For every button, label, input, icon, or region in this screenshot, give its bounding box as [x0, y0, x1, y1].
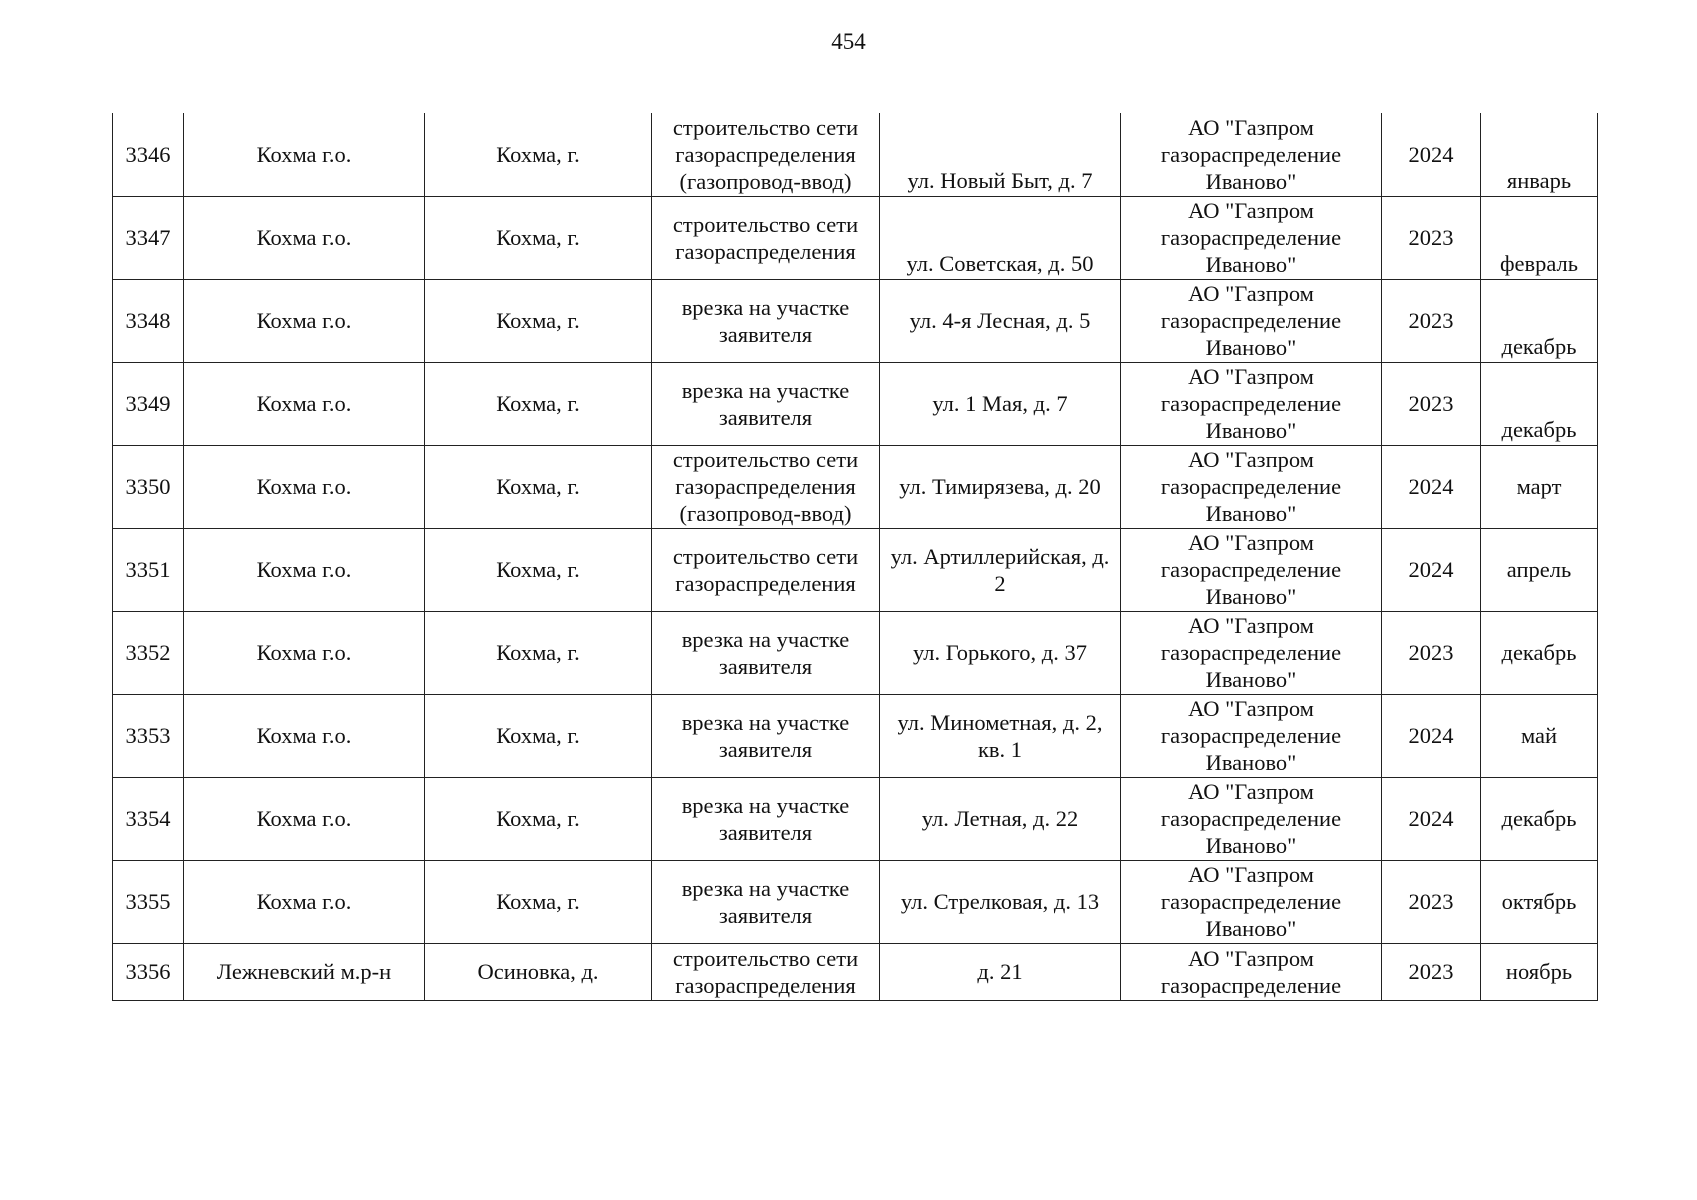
locality-cell-text: Кохма, г. [496, 391, 580, 416]
table-row [113, 694, 1598, 777]
row-number-cell [113, 362, 184, 445]
locality-cell [425, 196, 652, 279]
month-cell-text: ноябрь [1505, 959, 1573, 984]
locality-cell-text: Осиновка, д. [477, 959, 599, 984]
work-type-cell [652, 528, 880, 611]
work-type-cell [652, 279, 880, 362]
address-cell-text: ул. Горького, д. 37 [913, 640, 1087, 665]
address-cell [880, 362, 1121, 445]
district-cell [184, 777, 425, 860]
locality-cell [425, 279, 652, 362]
year-cell [1382, 611, 1481, 694]
locality-cell-text: Кохма, г. [496, 723, 580, 748]
year-cell-text: 2023 [1408, 225, 1454, 250]
table-row [113, 279, 1598, 362]
address-cell [880, 445, 1121, 528]
page-number: 454 [831, 29, 866, 54]
gas-connection-table [112, 113, 1598, 1001]
organization-cell [1121, 113, 1382, 196]
address-cell-text: ул. Советская, д. 50 [906, 250, 1094, 276]
district-cell [184, 860, 425, 943]
organization-cell-text: АО "Газпром газораспределение Иваново" [1160, 198, 1342, 277]
address-cell-text: ул. Минометная, д. 2, кв. 1 [897, 709, 1103, 762]
district-cell-text: Кохма г.о. [256, 557, 352, 582]
district-cell-text: Кохма г.о. [256, 308, 352, 333]
address-cell [880, 528, 1121, 611]
year-cell [1382, 279, 1481, 362]
year-cell-text: 2024 [1408, 557, 1454, 582]
organization-cell [1121, 196, 1382, 279]
organization-cell [1121, 694, 1382, 777]
organization-cell [1121, 777, 1382, 860]
district-cell [184, 611, 425, 694]
year-cell [1382, 196, 1481, 279]
locality-cell-text: Кохма, г. [496, 225, 580, 250]
district-cell-text: Лежневский м.р-н [216, 959, 392, 984]
year-cell [1382, 860, 1481, 943]
month-cell [1481, 279, 1598, 362]
work-type-cell-text: врезка на участке заявителя [681, 792, 850, 845]
work-type-cell-text: строительство сети газораспределения (газопровод-ввод) [672, 447, 859, 526]
work-type-cell-text: врезка на участке заявителя [681, 294, 850, 347]
organization-cell-text: АО "Газпром газораспределение Иваново" [1160, 447, 1342, 526]
organization-cell-text: АО "Газпром газораспределение Иваново" [1160, 779, 1342, 858]
organization-cell-text: АО "Газпром газораспределение Иваново" [1160, 364, 1342, 443]
row-number-cell [113, 694, 184, 777]
row-number-cell-text: 3354 [125, 806, 171, 831]
organization-cell [1121, 860, 1382, 943]
district-cell-text: Кохма г.о. [256, 225, 352, 250]
table-row [113, 113, 1598, 196]
address-cell-text: ул. Тимирязева, д. 20 [899, 474, 1101, 499]
locality-cell-text: Кохма, г. [496, 806, 580, 831]
year-cell [1382, 362, 1481, 445]
row-number-cell [113, 528, 184, 611]
work-type-cell [652, 860, 880, 943]
year-cell-text: 2023 [1408, 959, 1454, 984]
address-cell [880, 943, 1121, 1000]
row-number-cell [113, 860, 184, 943]
district-cell-text: Кохма г.о. [256, 889, 352, 914]
locality-cell-text: Кохма, г. [496, 308, 580, 333]
district-cell-text: Кохма г.о. [256, 474, 352, 499]
work-type-cell [652, 196, 880, 279]
month-cell [1481, 196, 1598, 279]
address-cell-text: ул. 4-я Лесная, д. 5 [909, 308, 1091, 333]
work-type-cell-text: врезка на участке заявителя [681, 626, 850, 679]
locality-cell-text: Кохма, г. [496, 474, 580, 499]
table-row [113, 528, 1598, 611]
work-type-cell-text: строительство сети газораспределения [672, 543, 859, 596]
work-type-cell-text: врезка на участке заявителя [681, 377, 850, 430]
organization-cell-text: АО "Газпром газораспределение Иваново" [1160, 114, 1342, 194]
month-cell-text: апрель [1506, 557, 1572, 582]
row-number-cell-text: 3351 [125, 557, 171, 582]
organization-cell [1121, 943, 1382, 1000]
locality-cell [425, 113, 652, 196]
year-cell [1382, 943, 1481, 1000]
locality-cell [425, 611, 652, 694]
table-row [113, 196, 1598, 279]
locality-cell-text: Кохма, г. [496, 557, 580, 582]
year-cell-text: 2024 [1408, 141, 1454, 167]
address-cell-text: ул. Стрелковая, д. 13 [900, 889, 1100, 914]
work-type-cell [652, 445, 880, 528]
table-row [113, 611, 1598, 694]
month-cell-text: октябрь [1501, 889, 1577, 914]
organization-cell-text: АО "Газпром газораспределение Иваново" [1160, 862, 1342, 941]
district-cell [184, 528, 425, 611]
row-number-cell [113, 113, 184, 196]
work-type-cell [652, 943, 880, 1000]
district-cell [184, 196, 425, 279]
row-number-cell-text: 3348 [125, 308, 171, 333]
year-cell [1382, 694, 1481, 777]
address-cell-text: ул. Новый Быт, д. 7 [907, 167, 1093, 193]
organization-cell [1121, 611, 1382, 694]
row-number-cell [113, 777, 184, 860]
table-row [113, 943, 1598, 1000]
locality-cell [425, 362, 652, 445]
address-cell [880, 694, 1121, 777]
work-type-cell-text: строительство сети газораспределения [672, 945, 859, 998]
address-cell [880, 279, 1121, 362]
locality-cell [425, 694, 652, 777]
row-number-cell [113, 943, 184, 1000]
month-cell [1481, 528, 1598, 611]
table-row [113, 445, 1598, 528]
table-row [113, 777, 1598, 860]
table-row [113, 362, 1598, 445]
month-cell-text: декабрь [1501, 806, 1577, 831]
year-cell-text: 2024 [1408, 806, 1454, 831]
row-number-cell-text: 3356 [125, 959, 171, 984]
organization-cell [1121, 528, 1382, 611]
year-cell [1382, 113, 1481, 196]
district-cell-text: Кохма г.о. [256, 640, 352, 665]
year-cell-text: 2023 [1408, 391, 1454, 416]
locality-cell-text: Кохма, г. [496, 889, 580, 914]
address-cell-text: ул. Летная, д. 22 [921, 806, 1079, 831]
locality-cell [425, 860, 652, 943]
row-number-cell-text: 3346 [125, 141, 171, 167]
month-cell [1481, 611, 1598, 694]
work-type-cell [652, 113, 880, 196]
locality-cell-text: Кохма, г. [496, 141, 580, 167]
work-type-cell-text: строительство сети газораспределения (газопровод-ввод) [672, 114, 859, 194]
work-type-cell-text: врезка на участке заявителя [681, 875, 850, 928]
month-cell-text: февраль [1499, 250, 1579, 276]
row-number-cell-text: 3350 [125, 474, 171, 499]
year-cell-text: 2023 [1408, 889, 1454, 914]
organization-cell [1121, 445, 1382, 528]
district-cell [184, 113, 425, 196]
row-number-cell-text: 3353 [125, 723, 171, 748]
district-cell-text: Кохма г.о. [256, 141, 352, 167]
district-cell [184, 694, 425, 777]
address-cell [880, 611, 1121, 694]
organization-cell [1121, 279, 1382, 362]
month-cell-text: март [1516, 474, 1562, 499]
locality-cell [425, 528, 652, 611]
month-cell [1481, 362, 1598, 445]
organization-cell [1121, 362, 1382, 445]
row-number-cell [113, 196, 184, 279]
month-cell-text: декабрь [1501, 640, 1577, 665]
work-type-cell [652, 777, 880, 860]
table-body [113, 113, 1598, 1000]
month-cell [1481, 860, 1598, 943]
address-cell-text: ул. Артиллерийская, д. 2 [890, 543, 1110, 596]
organization-cell-text: АО "Газпром газораспределение Иваново" [1160, 696, 1342, 775]
row-number-cell [113, 279, 184, 362]
organization-cell-text: АО "Газпром газораспределение Иваново" [1160, 613, 1342, 692]
work-type-cell-text: строительство сети газораспределения [672, 211, 859, 264]
month-cell [1481, 777, 1598, 860]
year-cell [1382, 445, 1481, 528]
organization-cell-text: АО "Газпром газораспределение Иваново" [1160, 530, 1342, 609]
row-number-cell-text: 3352 [125, 640, 171, 665]
month-cell-text: декабрь [1501, 416, 1577, 442]
row-number-cell [113, 445, 184, 528]
organization-cell-text: АО "Газпром газораспределение [1160, 945, 1342, 998]
work-type-cell [652, 611, 880, 694]
address-cell-text: ул. 1 Мая, д. 7 [932, 391, 1068, 416]
address-cell [880, 860, 1121, 943]
district-cell-text: Кохма г.о. [256, 723, 352, 748]
table-row [113, 860, 1598, 943]
month-cell [1481, 943, 1598, 1000]
organization-cell-text: АО "Газпром газораспределение Иваново" [1160, 281, 1342, 360]
locality-cell [425, 445, 652, 528]
year-cell-text: 2024 [1408, 723, 1454, 748]
address-cell [880, 196, 1121, 279]
year-cell-text: 2023 [1408, 308, 1454, 333]
locality-cell [425, 777, 652, 860]
row-number-cell [113, 611, 184, 694]
district-cell [184, 279, 425, 362]
locality-cell [425, 943, 652, 1000]
work-type-cell [652, 694, 880, 777]
work-type-cell [652, 362, 880, 445]
month-cell [1481, 694, 1598, 777]
work-type-cell-text: врезка на участке заявителя [681, 709, 850, 762]
year-cell-text: 2024 [1408, 474, 1454, 499]
district-cell [184, 445, 425, 528]
district-cell-text: Кохма г.о. [256, 391, 352, 416]
address-cell-text: д. 21 [977, 959, 1023, 984]
month-cell [1481, 445, 1598, 528]
row-number-cell-text: 3349 [125, 391, 171, 416]
month-cell-text: январь [1506, 167, 1572, 193]
locality-cell-text: Кохма, г. [496, 640, 580, 665]
address-cell [880, 777, 1121, 860]
month-cell-text: май [1520, 723, 1558, 748]
row-number-cell-text: 3355 [125, 889, 171, 914]
district-cell-text: Кохма г.о. [256, 806, 352, 831]
address-cell [880, 113, 1121, 196]
month-cell-text: декабрь [1501, 333, 1577, 359]
month-cell [1481, 113, 1598, 196]
row-number-cell-text: 3347 [125, 225, 171, 250]
district-cell [184, 362, 425, 445]
year-cell [1382, 777, 1481, 860]
district-cell [184, 943, 425, 1000]
year-cell-text: 2023 [1408, 640, 1454, 665]
year-cell [1382, 528, 1481, 611]
